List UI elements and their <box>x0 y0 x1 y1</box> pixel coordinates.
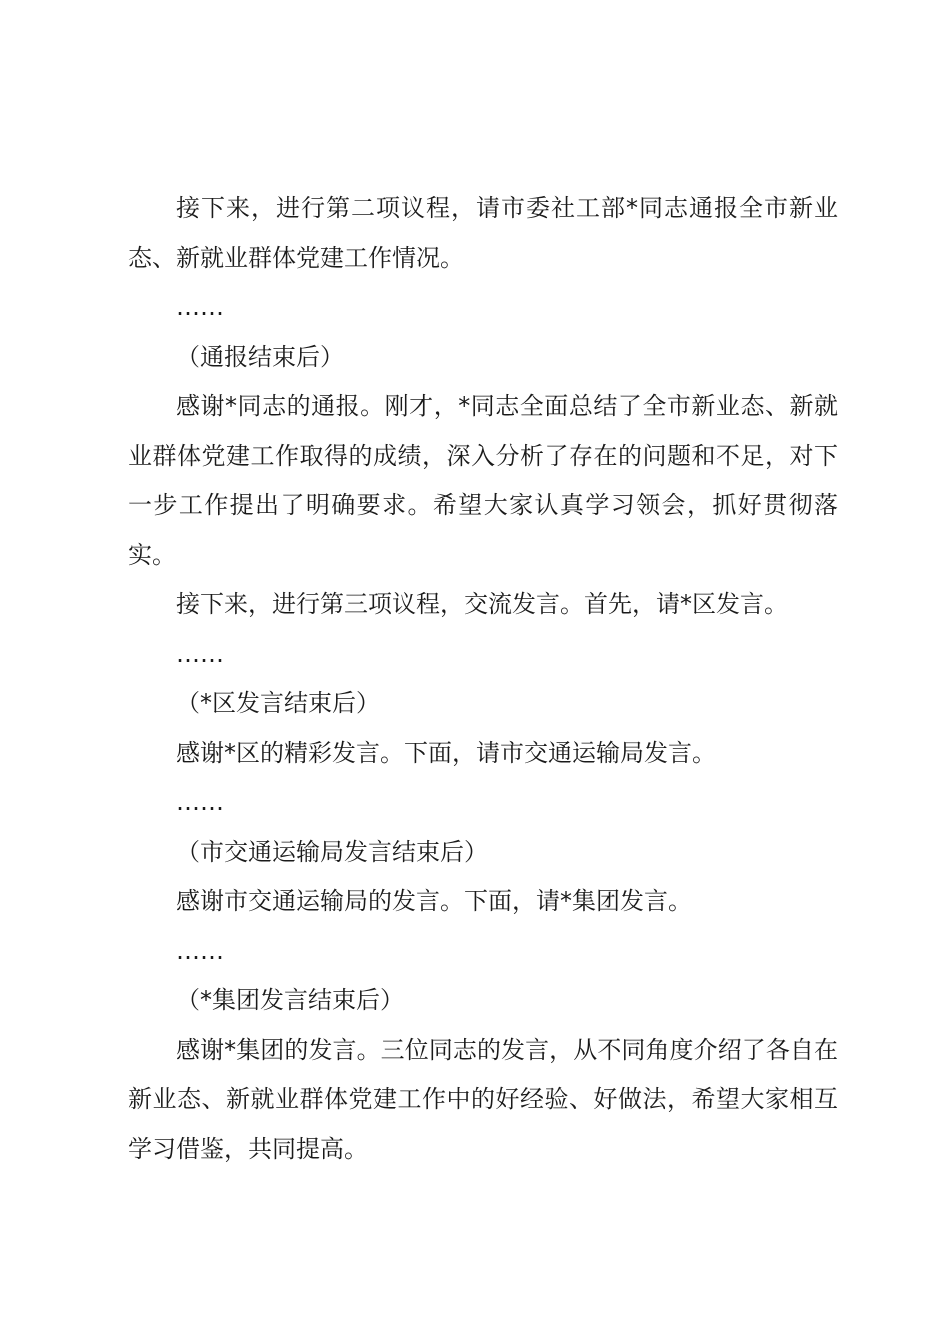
stage-note: （通报结束后） <box>176 342 344 371</box>
document-body <box>128 184 838 1174</box>
paragraph-thanks-district: 感谢*区的精彩发言。下面，请市交通运输局发言。 <box>176 738 716 767</box>
paragraph-thanks-transport: 感谢市交通运输局的发言。下面，请*集团发言。 <box>176 887 692 915</box>
stage-note: （*集团发言结束后） <box>176 986 404 1014</box>
stage-note: （市交通运输局发言结束后） <box>176 837 488 866</box>
paragraph-summary: 感谢*集团的发言。三位同志的发言，从不同角度介绍了各自在新业态、新就业群体党建工作中的好经验、好做法，希望大家相互学习借鉴，共同提高。 <box>128 1035 838 1163</box>
paragraph-thanks-report: 感谢*同志的通报。刚才，*同志全面总结了全市新业态、新就业群体党建工作取得的成绩，深入分析了存在的问题和不足，对下一步工作提出了明确要求。希望大家认真学习领会，抓好贯彻落实。 <box>128 392 838 569</box>
ellipsis-line: …… <box>176 639 224 668</box>
ellipsis-line: …… <box>176 936 224 965</box>
paragraph-agenda-item-2: 接下来，进行第二项议程，请市委社工部*同志通报全市新业态、新就业群体党建工作情况。 <box>128 194 838 272</box>
ellipsis-line: …… <box>176 293 224 321</box>
stage-note: （*区发言结束后） <box>176 689 380 717</box>
ellipsis-line: …… <box>176 788 224 816</box>
paragraph-agenda-item-3: 接下来，进行第三项议程，交流发言。首先，请*区发言。 <box>176 590 788 618</box>
